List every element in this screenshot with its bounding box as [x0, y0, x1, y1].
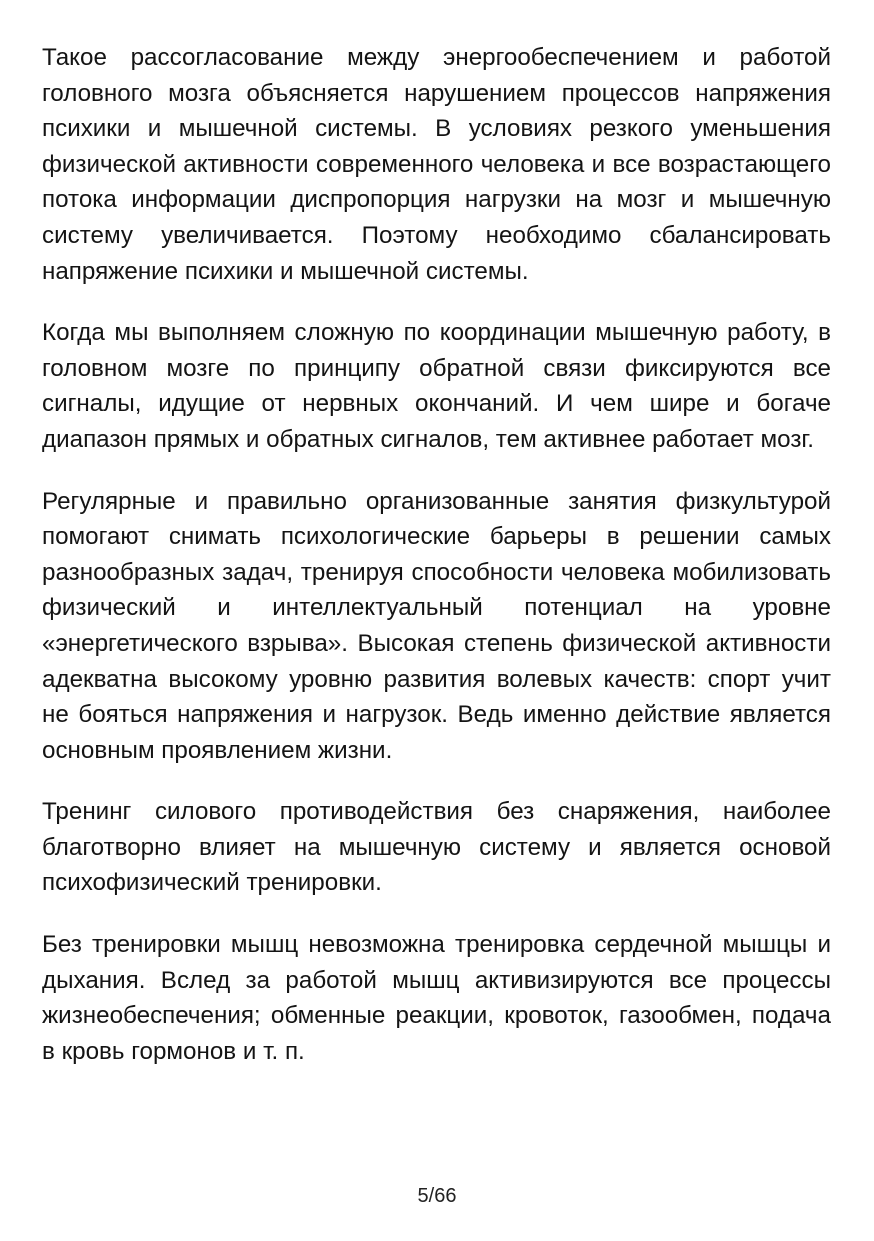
paragraph-4: Тренинг силового противодействия без снаряжения, наиболее благотворно влияет на мышечную систему и является основой психофизический тренировки. [42, 798, 831, 897]
paragraph-3: Регулярные и правильно организованные занятия физкультурой помогают снимать психологические барьеры в решении самых разнообразных задач, тренируя способности человека мобилизовать физический и интеллектуальный потенциал на уровне «энергетического взрыва». Высокая степень физической активности адекватна высокому уровню развития волевых качеств: спорт учит не бояться напряжения и нагрузок. Ведь именно действие является основным проявлением жизни. [42, 487, 831, 764]
page-number: 5/66 [417, 1185, 457, 1207]
paragraph-5: Без тренировки мышц невозможна тренировка сердечной мышцы и дыхания. Вслед за работой мышц активизируются все процессы жизнеобеспечения; обменные реакции, кровоток, газообмен, подача в кровь гормонов и т. п. [42, 931, 831, 1065]
page-body [42, 40, 831, 1095]
paragraph-1: Такое рассогласование между энергообеспечением и работой головного мозга объясняется нарушением процессов напряжения психики и мышечной системы. В условиях резкого уменьшения физической активности современного человека и все возрастающего потока информации диспропорция нагрузки на мозг и мышечную систему увеличивается. Поэтому необходимо сбалансировать напряжение психики и мышечной системы. [42, 44, 831, 285]
paragraph-2: Когда мы выполняем сложную по координации мышечную работу, в головном мозге по принципу обратной связи фиксируются все сигналы, идущие от нервных окончаний. И чем шире и богаче диапазон прямых и обратных сигналов, тем активнее работает мозг. [42, 319, 831, 453]
